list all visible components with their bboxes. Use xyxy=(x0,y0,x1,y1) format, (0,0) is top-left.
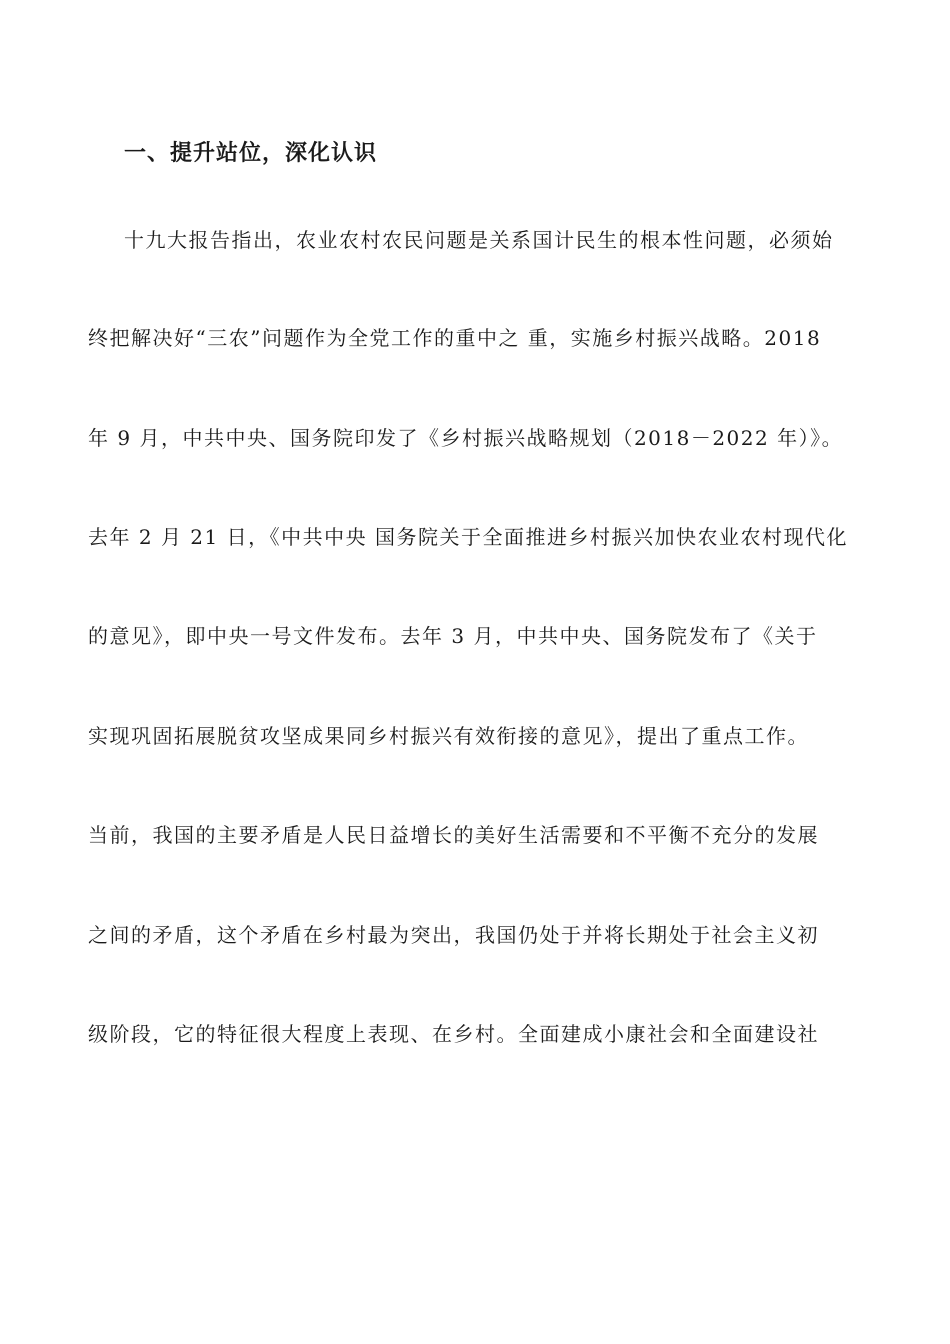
paragraph-line: 级阶段，它的特征很大程度上表现、在乡村。全面建成小康社会和全面建设社 xyxy=(88,1022,819,1046)
paragraph-line: 之间的矛盾，这个矛盾在乡村最为突出，我国仍处于并将长期处于社会主义初 xyxy=(88,923,819,947)
section-heading: 一、提升站位，深化认识 xyxy=(124,140,378,166)
paragraph-line: 实现巩固拓展脱贫攻坚成果同乡村振兴有效衔接的意见》，提出了重点工作。 xyxy=(88,724,809,748)
paragraph-line: 去年 2 月 21 日，《中共中央 国务院关于全面推进乡村振兴加快农业农村现代化 xyxy=(88,525,848,549)
paragraph-line: 的意见》，即中央一号文件发布。去年 3 月，中共中央、国务院发布了《关于 xyxy=(88,624,818,648)
paragraph-line: 十九大报告指出，农业农村农民问题是关系国计民生的根本性问题，必须始 xyxy=(124,228,834,252)
paragraph-line: 年 9 月，中共中央、国务院印发了《乡村振兴战略规划（2018－2022 年）》。 xyxy=(88,426,844,450)
paragraph-line: 当前，我国的主要矛盾是人民日益增长的美好生活需要和不平衡不充分的发展 xyxy=(88,823,819,847)
paragraph-line: 终把解决好“三农”问题作为全党工作的重中之 重，实施乡村振兴战略。2018 xyxy=(88,326,822,350)
